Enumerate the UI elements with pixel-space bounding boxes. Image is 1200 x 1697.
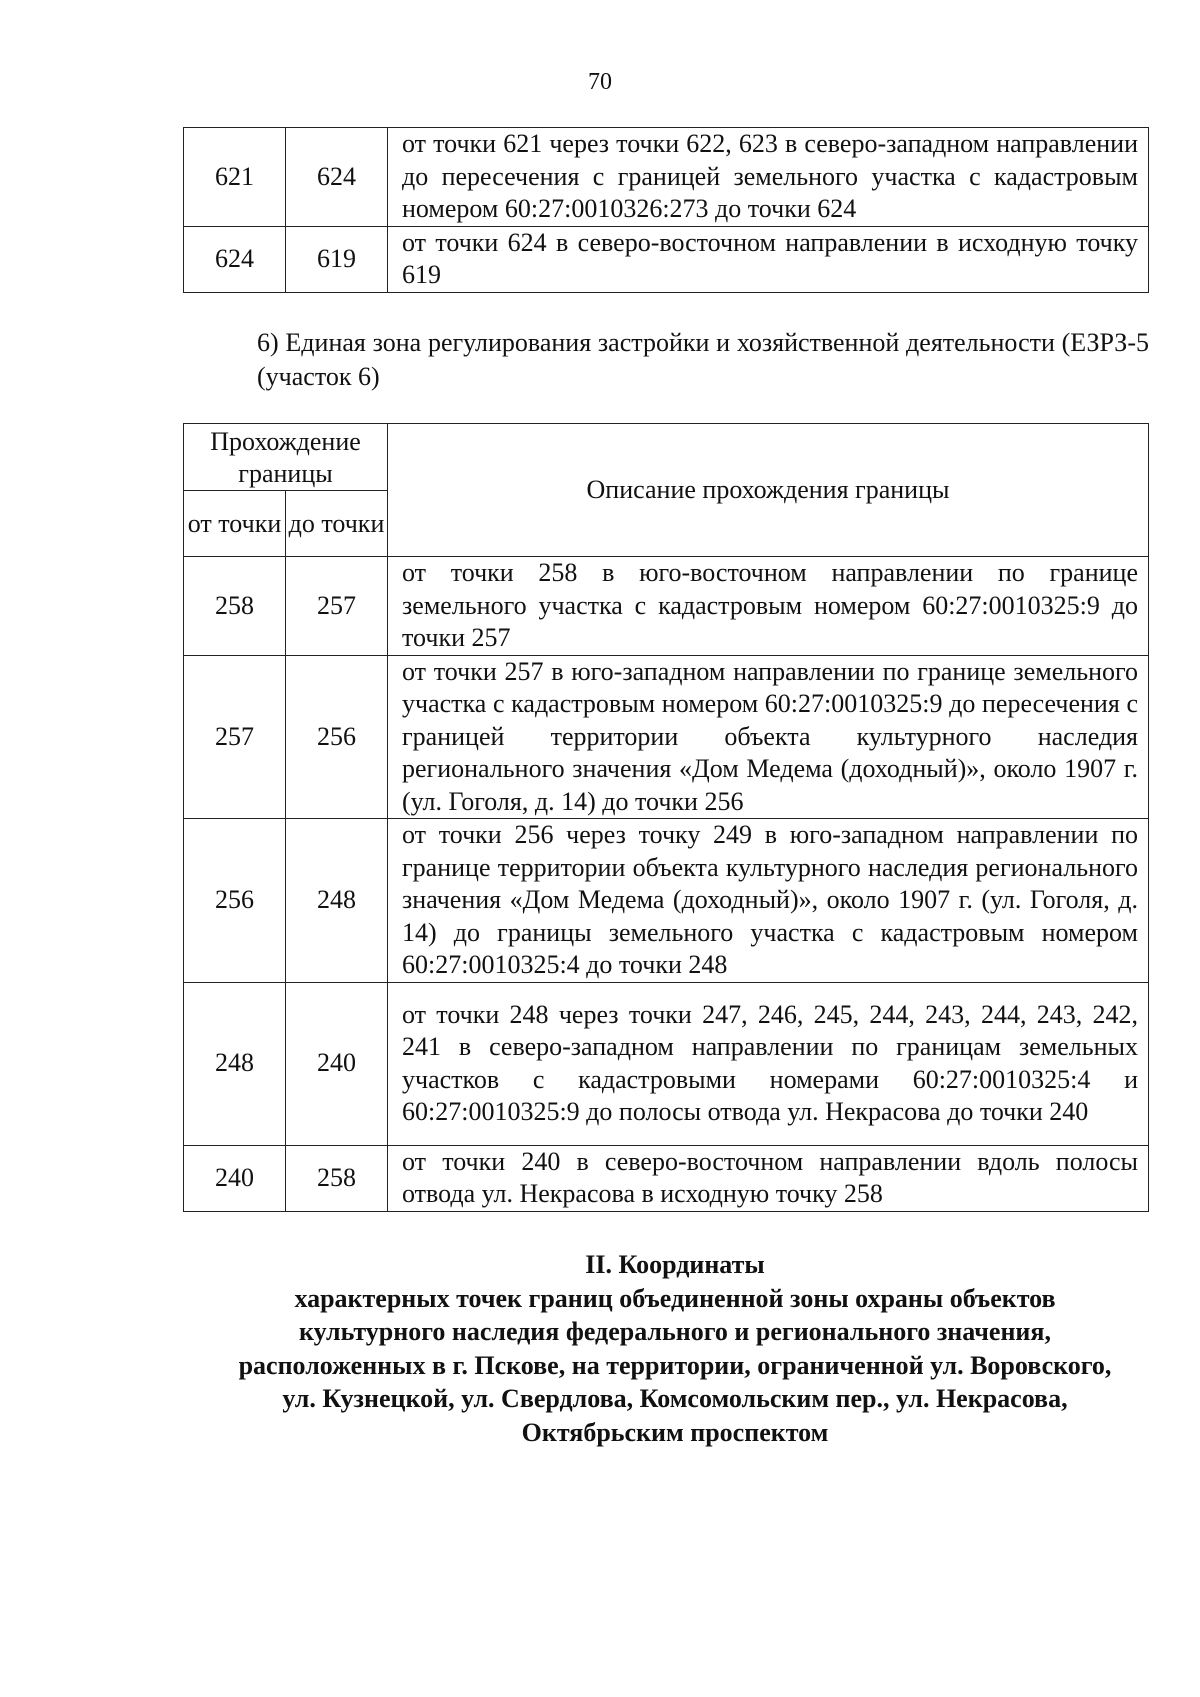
to-point-cell: 258 bbox=[286, 1145, 388, 1211]
table-row bbox=[184, 982, 1149, 1145]
from-point-cell: 257 bbox=[184, 655, 286, 819]
to-point-cell: 256 bbox=[286, 655, 388, 819]
table-row bbox=[184, 557, 1149, 656]
description-cell: от точки 621 через точки 622, 623 в северо-западном направлении до пересечения с границей земельного участка с кадастровым номером 60:27:0010326:273 до точки 624 bbox=[388, 128, 1149, 227]
table-row bbox=[184, 226, 1149, 292]
to-point-cell: 624 bbox=[286, 128, 388, 227]
from-point-cell: 258 bbox=[184, 557, 286, 656]
to-point-cell: 248 bbox=[286, 819, 388, 983]
from-point-cell: 256 bbox=[184, 819, 286, 983]
description-cell: от точки 624 в северо-восточном направлении в исходную точку 619 bbox=[388, 226, 1149, 292]
heading-line: характерных точек границ объединенной зоны охраны объектов bbox=[294, 1283, 1056, 1313]
heading-line: II. Координаты bbox=[585, 1250, 765, 1279]
boundary-table-continued bbox=[183, 127, 1149, 293]
from-point-cell: 240 bbox=[184, 1145, 286, 1211]
section-paragraph bbox=[183, 326, 1149, 394]
to-point-cell: 619 bbox=[286, 226, 388, 292]
header-description: Описание прохождения границы bbox=[388, 424, 1149, 557]
description-cell: от точки 257 в юго-западном направлении по границе земельного участка с кадастровым номером 60:27:0010325:9 до пересечения с границей территории объекта культурного наследия регионального значения «Дом Медема (доходный)», около 1907 г. (ул. Гоголя, д. 14) до точки 256 bbox=[388, 655, 1149, 819]
page-number: 70 bbox=[588, 69, 612, 95]
coordinates-heading bbox=[150, 1248, 1200, 1449]
from-point-cell: 248 bbox=[184, 982, 286, 1145]
table-row bbox=[184, 1145, 1149, 1211]
heading-line: Октябрьским проспектом bbox=[521, 1417, 829, 1447]
from-point-cell: 624 bbox=[184, 226, 286, 292]
description-cell: от точки 248 через точки 247, 246, 245, 244, 243, 244, 243, 242, 241 в северо-западном направлении по границам земельных участков с кадастровыми номерами 60:27:0010325:4 и 60:27:0010325:9 до полосы отвода ул. Некрасова до точки 240 bbox=[388, 982, 1149, 1145]
boundary-table bbox=[183, 423, 1149, 1212]
section-title: 6) Единая зона регулирования застройки и хозяйственной деятельности (ЕЗРЗ-5 (участок 6) bbox=[257, 328, 1149, 391]
header-boundary: Прохождение границы bbox=[184, 424, 388, 491]
header-to-point: до точки bbox=[286, 491, 388, 557]
table-row bbox=[184, 819, 1149, 983]
heading-line: расположенных в г. Пскове, на территории, ограниченной ул. Воровского, bbox=[238, 1350, 1112, 1380]
to-point-cell: 257 bbox=[286, 557, 388, 656]
heading-line: культурного наследия федерального и регионального значения, bbox=[299, 1317, 1051, 1346]
description-cell: от точки 258 в юго-восточном направлении по границе земельного участка с кадастровым номером 60:27:0010325:9 до точки 257 bbox=[388, 557, 1149, 656]
table-header-row bbox=[184, 424, 1149, 491]
from-point-cell: 621 bbox=[184, 128, 286, 227]
description-cell: от точки 256 через точку 249 в юго-западном направлении по границе территории объекта культурного наследия регионального значения «Дом Медема (доходный)», около 1907 г. (ул. Гоголя, д. 14) до границы земельного участка с кадастровым номером 60:27:0010325:4 до точки 248 bbox=[388, 819, 1149, 983]
table-row bbox=[184, 655, 1149, 819]
table-row bbox=[184, 128, 1149, 227]
header-from-point: от точки bbox=[184, 491, 286, 557]
to-point-cell: 240 bbox=[286, 982, 388, 1145]
heading-line: ул. Кузнецкой, ул. Свердлова, Комсомольским пер., ул. Некрасова, bbox=[282, 1384, 1068, 1413]
description-cell: от точки 240 в северо-восточном направлении вдоль полосы отвода ул. Некрасова в исходную точку 258 bbox=[388, 1145, 1149, 1211]
